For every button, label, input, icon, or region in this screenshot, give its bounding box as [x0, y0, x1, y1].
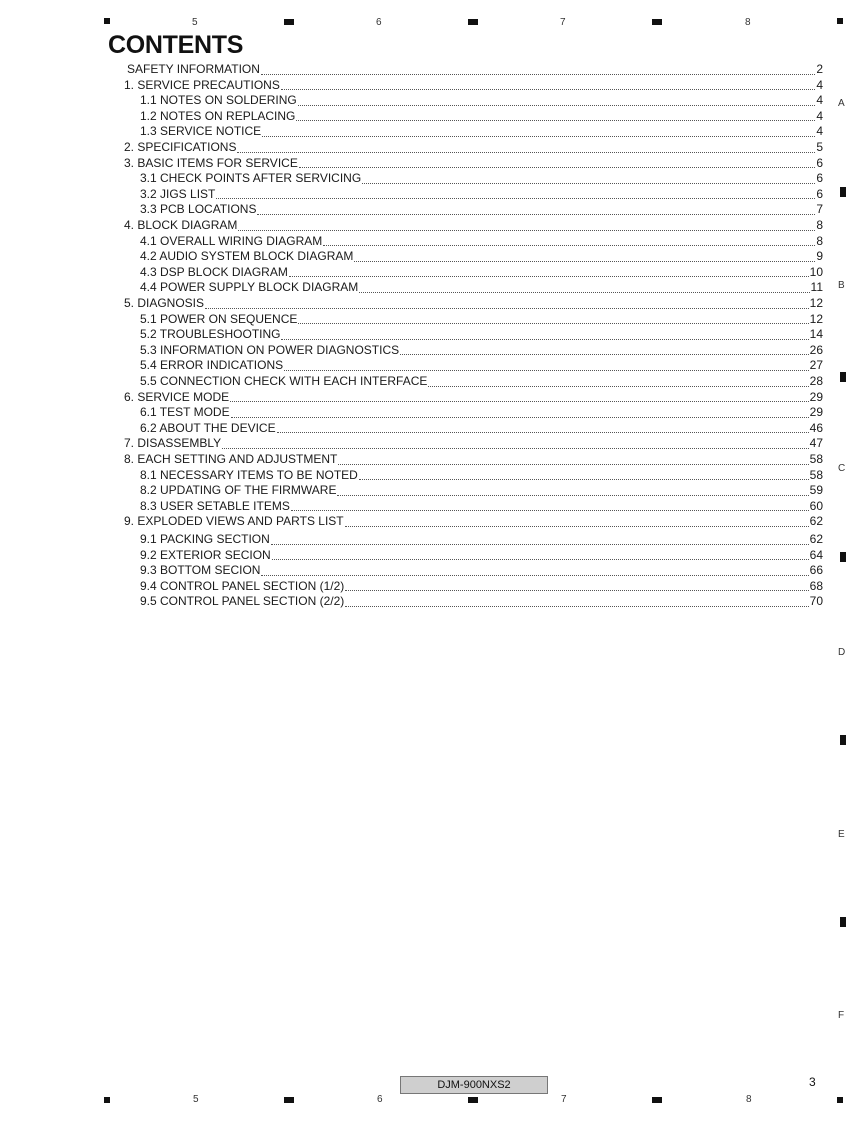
- toc-entry-label: 4.2 AUDIO SYSTEM BLOCK DIAGRAM: [140, 249, 354, 264]
- toc-leader-dots: [231, 408, 809, 418]
- toc-entry-page: 14: [809, 327, 823, 342]
- toc-entry-label: 5. DIAGNOSIS: [124, 296, 205, 310]
- toc-entry[interactable]: [140, 171, 823, 186]
- toc-leader-dots: [337, 486, 808, 496]
- toc-entry[interactable]: [124, 140, 823, 155]
- row-letter-e: E: [838, 829, 845, 840]
- toc-entry-page: 11: [810, 280, 823, 295]
- toc-entry-label: 8.2 UPDATING OF THE FIRMWARE: [140, 483, 337, 498]
- toc-entry-label: 4. BLOCK DIAGRAM: [124, 218, 238, 232]
- toc-entry-label: 1.3 SERVICE NOTICE: [140, 124, 262, 139]
- toc-leader-dots: [222, 439, 808, 449]
- toc-entry-label: 3.2 JIGS LIST: [140, 186, 216, 201]
- toc-entry-label: 3.3 PCB LOCATIONS: [140, 202, 257, 217]
- toc-entry-label: 7. DISASSEMBLY: [124, 436, 222, 451]
- toc-entry-label: 5.2 TROUBLESHOOTING: [140, 327, 281, 342]
- column-number-7-top: 7: [560, 17, 566, 28]
- toc-entry-label: 9.5 CONTROL PANEL SECTION (2/2): [140, 594, 345, 609]
- toc-entry-page: 28: [809, 374, 823, 388]
- toc-entry[interactable]: [140, 499, 823, 514]
- toc-entry[interactable]: [140, 312, 823, 327]
- toc-leader-dots: [362, 174, 815, 184]
- toc-entry-label: 5.1 POWER ON SEQUENCE: [140, 311, 298, 326]
- toc-entry[interactable]: [140, 579, 823, 594]
- toc-entry-label: 1.2 NOTES ON REPLACING: [140, 108, 296, 123]
- toc-entry-page: 26: [809, 342, 823, 357]
- toc-entry[interactable]: [140, 483, 823, 498]
- toc-entry[interactable]: [140, 187, 823, 202]
- column-number-6-top: 6: [376, 17, 382, 28]
- toc-entry-page: 2: [816, 62, 823, 76]
- toc-entry[interactable]: [124, 218, 823, 233]
- toc-leader-dots: [262, 127, 815, 137]
- toc-entry-page: 70: [809, 594, 823, 609]
- column-number-7-bottom: 7: [561, 1094, 567, 1105]
- toc-entry-page: 9: [816, 249, 823, 264]
- toc-entry[interactable]: [127, 62, 823, 77]
- toc-entry-page: 62: [809, 532, 823, 546]
- toc-entry-label: 4.1 OVERALL WIRING DIAGRAM: [140, 233, 323, 248]
- toc-entry-page: 4: [816, 124, 823, 139]
- toc-entry[interactable]: [140, 563, 823, 578]
- column-number-8-top: 8: [745, 17, 751, 28]
- toc-leader-dots: [261, 566, 808, 576]
- toc-entry-label: 9.3 BOTTOM SECION: [140, 563, 261, 578]
- border-mark-right-2: [840, 372, 846, 382]
- toc-entry[interactable]: [140, 343, 823, 358]
- toc-leader-dots: [284, 361, 809, 371]
- toc-entry-page: 12: [809, 296, 823, 310]
- toc-entry-label: 1. SERVICE PRECAUTIONS: [124, 77, 280, 92]
- toc-entry-page: 58: [809, 467, 823, 482]
- row-letter-c: C: [838, 463, 846, 474]
- toc-entry-page: 10: [809, 264, 823, 279]
- toc-entry-label: 3.1 CHECK POINTS AFTER SERVICING: [140, 171, 362, 186]
- column-number-5-top: 5: [192, 17, 198, 28]
- toc-leader-dots: [238, 221, 815, 231]
- border-mark-right-3: [840, 552, 846, 562]
- toc-entry-label: 8. EACH SETTING AND ADJUSTMENT: [124, 452, 338, 466]
- toc-entry-page: 7: [816, 202, 823, 217]
- toc-leader-dots: [345, 597, 808, 607]
- toc-entry-page: 47: [809, 436, 823, 451]
- toc-entry-label: 9. EXPLODED VIEWS AND PARTS LIST: [124, 514, 344, 529]
- toc-leader-dots: [428, 377, 808, 387]
- toc-leader-dots: [298, 96, 816, 106]
- toc-entry-page: 6: [816, 155, 823, 170]
- toc-entry-label: 5.4 ERROR INDICATIONS: [140, 358, 284, 373]
- page-number: 3: [809, 1075, 816, 1089]
- toc-entry-page: 62: [809, 514, 823, 529]
- border-mark-top-1: [284, 19, 294, 25]
- toc-entry-page: 12: [809, 311, 823, 326]
- toc-leader-dots: [230, 392, 809, 402]
- toc-leader-dots: [296, 111, 815, 121]
- toc-leader-dots: [289, 267, 809, 277]
- toc-entry[interactable]: [140, 280, 823, 295]
- toc-entry-page: 6: [816, 186, 823, 201]
- toc-entry-label: 9.2 EXTERIOR SECION: [140, 547, 271, 562]
- toc-entry-page: 29: [809, 389, 823, 404]
- border-mark-right-4: [840, 735, 846, 745]
- corner-mark-top-left: [104, 18, 110, 24]
- toc-entry-page: 59: [809, 483, 823, 498]
- toc-entry-page: 68: [809, 578, 823, 593]
- toc-entry-label: 6.1 TEST MODE: [140, 405, 230, 420]
- toc-leader-dots: [345, 517, 809, 527]
- toc-entry[interactable]: [140, 358, 823, 373]
- corner-mark-bottom-left: [104, 1097, 110, 1103]
- toc-entry-label: 2. SPECIFICATIONS: [124, 140, 237, 154]
- toc-entry[interactable]: [140, 594, 823, 609]
- toc-entry[interactable]: [140, 93, 823, 108]
- toc-entry-page: 6: [816, 171, 823, 186]
- toc-entry-page: 64: [809, 547, 823, 562]
- toc-leader-dots: [281, 80, 815, 90]
- toc-entry-page: 27: [809, 358, 823, 373]
- toc-entry[interactable]: [124, 296, 823, 311]
- toc-entry-page: 5: [816, 140, 823, 154]
- toc-entry-label: 4.4 POWER SUPPLY BLOCK DIAGRAM: [140, 280, 359, 295]
- toc-entry[interactable]: [140, 548, 823, 563]
- toc-entry-page: 4: [816, 77, 823, 92]
- column-number-6-bottom: 6: [377, 1094, 383, 1105]
- toc-leader-dots: [257, 205, 815, 215]
- toc-entry[interactable]: [140, 405, 823, 420]
- toc-entry[interactable]: [124, 452, 823, 467]
- toc-leader-dots: [237, 143, 815, 153]
- toc-entry-label: 4.3 DSP BLOCK DIAGRAM: [140, 264, 288, 279]
- row-letter-d: D: [838, 647, 846, 658]
- border-mark-top-3: [652, 19, 662, 25]
- toc-leader-dots: [359, 283, 809, 293]
- toc-entry[interactable]: [124, 156, 823, 171]
- toc-entry-label: 1.1 NOTES ON SOLDERING: [140, 93, 297, 108]
- toc-entry[interactable]: [140, 249, 823, 264]
- toc-leader-dots: [281, 330, 808, 340]
- toc-entry[interactable]: [140, 109, 823, 124]
- toc-entry-label: 8.1 NECESSARY ITEMS TO BE NOTED: [140, 467, 358, 482]
- toc-entry[interactable]: [140, 327, 823, 342]
- corner-mark-bottom-right: [837, 1097, 843, 1103]
- toc-leader-dots: [400, 345, 809, 355]
- column-number-8-bottom: 8: [746, 1094, 752, 1105]
- toc-entry[interactable]: [140, 374, 823, 389]
- toc-entry-page: 46: [809, 420, 823, 435]
- toc-entry-page: 58: [809, 452, 823, 466]
- border-mark-bottom-1: [284, 1097, 294, 1103]
- toc-entry[interactable]: [124, 436, 823, 451]
- toc-entry-page: 8: [816, 218, 823, 232]
- toc-leader-dots: [359, 470, 809, 480]
- toc-leader-dots: [216, 189, 815, 199]
- toc-entry-page: 8: [816, 233, 823, 248]
- page-title: CONTENTS: [108, 31, 244, 59]
- toc-entry[interactable]: [124, 390, 823, 405]
- toc-entry[interactable]: [140, 202, 823, 217]
- toc-leader-dots: [354, 252, 815, 262]
- toc-entry-page: 29: [809, 405, 823, 420]
- toc-leader-dots: [338, 455, 808, 465]
- toc-leader-dots: [299, 158, 815, 168]
- toc-entry[interactable]: [140, 468, 823, 483]
- toc-leader-dots: [277, 423, 809, 433]
- toc-leader-dots: [205, 299, 809, 309]
- toc-entry-label: 9.1 PACKING SECTION: [140, 532, 270, 546]
- row-letter-b: B: [838, 280, 845, 291]
- toc-entry-page: 4: [816, 93, 823, 108]
- toc-entry-label: 9.4 CONTROL PANEL SECTION (1/2): [140, 578, 345, 593]
- border-mark-top-2: [468, 19, 478, 25]
- toc-leader-dots: [272, 550, 809, 560]
- toc-entry-label: SAFETY INFORMATION: [127, 62, 260, 76]
- row-letter-f: F: [838, 1010, 845, 1021]
- toc-entry[interactable]: [140, 124, 823, 139]
- toc-entry[interactable]: [140, 265, 823, 280]
- toc-entry-label: 6.2 ABOUT THE DEVICE: [140, 420, 276, 435]
- toc-leader-dots: [345, 581, 808, 591]
- toc-entry-label: 5.3 INFORMATION ON POWER DIAGNOSTICS: [140, 342, 400, 357]
- border-mark-right-5: [840, 917, 846, 927]
- toc-entry[interactable]: [124, 514, 823, 529]
- toc-entry[interactable]: [140, 234, 823, 249]
- model-name-badge: DJM-900NXS2: [400, 1076, 548, 1094]
- toc-entry-label: 8.3 USER SETABLE ITEMS: [140, 498, 290, 513]
- toc-entry-label: 3. BASIC ITEMS FOR SERVICE: [124, 155, 298, 170]
- column-number-5-bottom: 5: [193, 1094, 199, 1105]
- toc-leader-dots: [271, 535, 809, 545]
- border-mark-bottom-3: [652, 1097, 662, 1103]
- toc-entry[interactable]: [140, 421, 823, 436]
- toc-entry-label: 6. SERVICE MODE: [124, 389, 230, 404]
- row-letter-a: A: [838, 98, 845, 109]
- border-mark-right-1: [840, 187, 846, 197]
- toc-entry-page: 4: [816, 108, 823, 123]
- toc-entry[interactable]: [124, 78, 823, 93]
- toc-leader-dots: [291, 501, 809, 511]
- toc-leader-dots: [261, 65, 815, 75]
- toc-leader-dots: [323, 236, 815, 246]
- toc-leader-dots: [298, 314, 808, 324]
- border-mark-bottom-2: [468, 1097, 478, 1103]
- toc-entry-page: 66: [809, 563, 823, 578]
- toc-entry-page: 60: [809, 498, 823, 513]
- toc-entry[interactable]: [140, 532, 823, 547]
- corner-mark-top-right: [837, 18, 843, 24]
- toc-entry-label: 5.5 CONNECTION CHECK WITH EACH INTERFACE: [140, 374, 428, 388]
